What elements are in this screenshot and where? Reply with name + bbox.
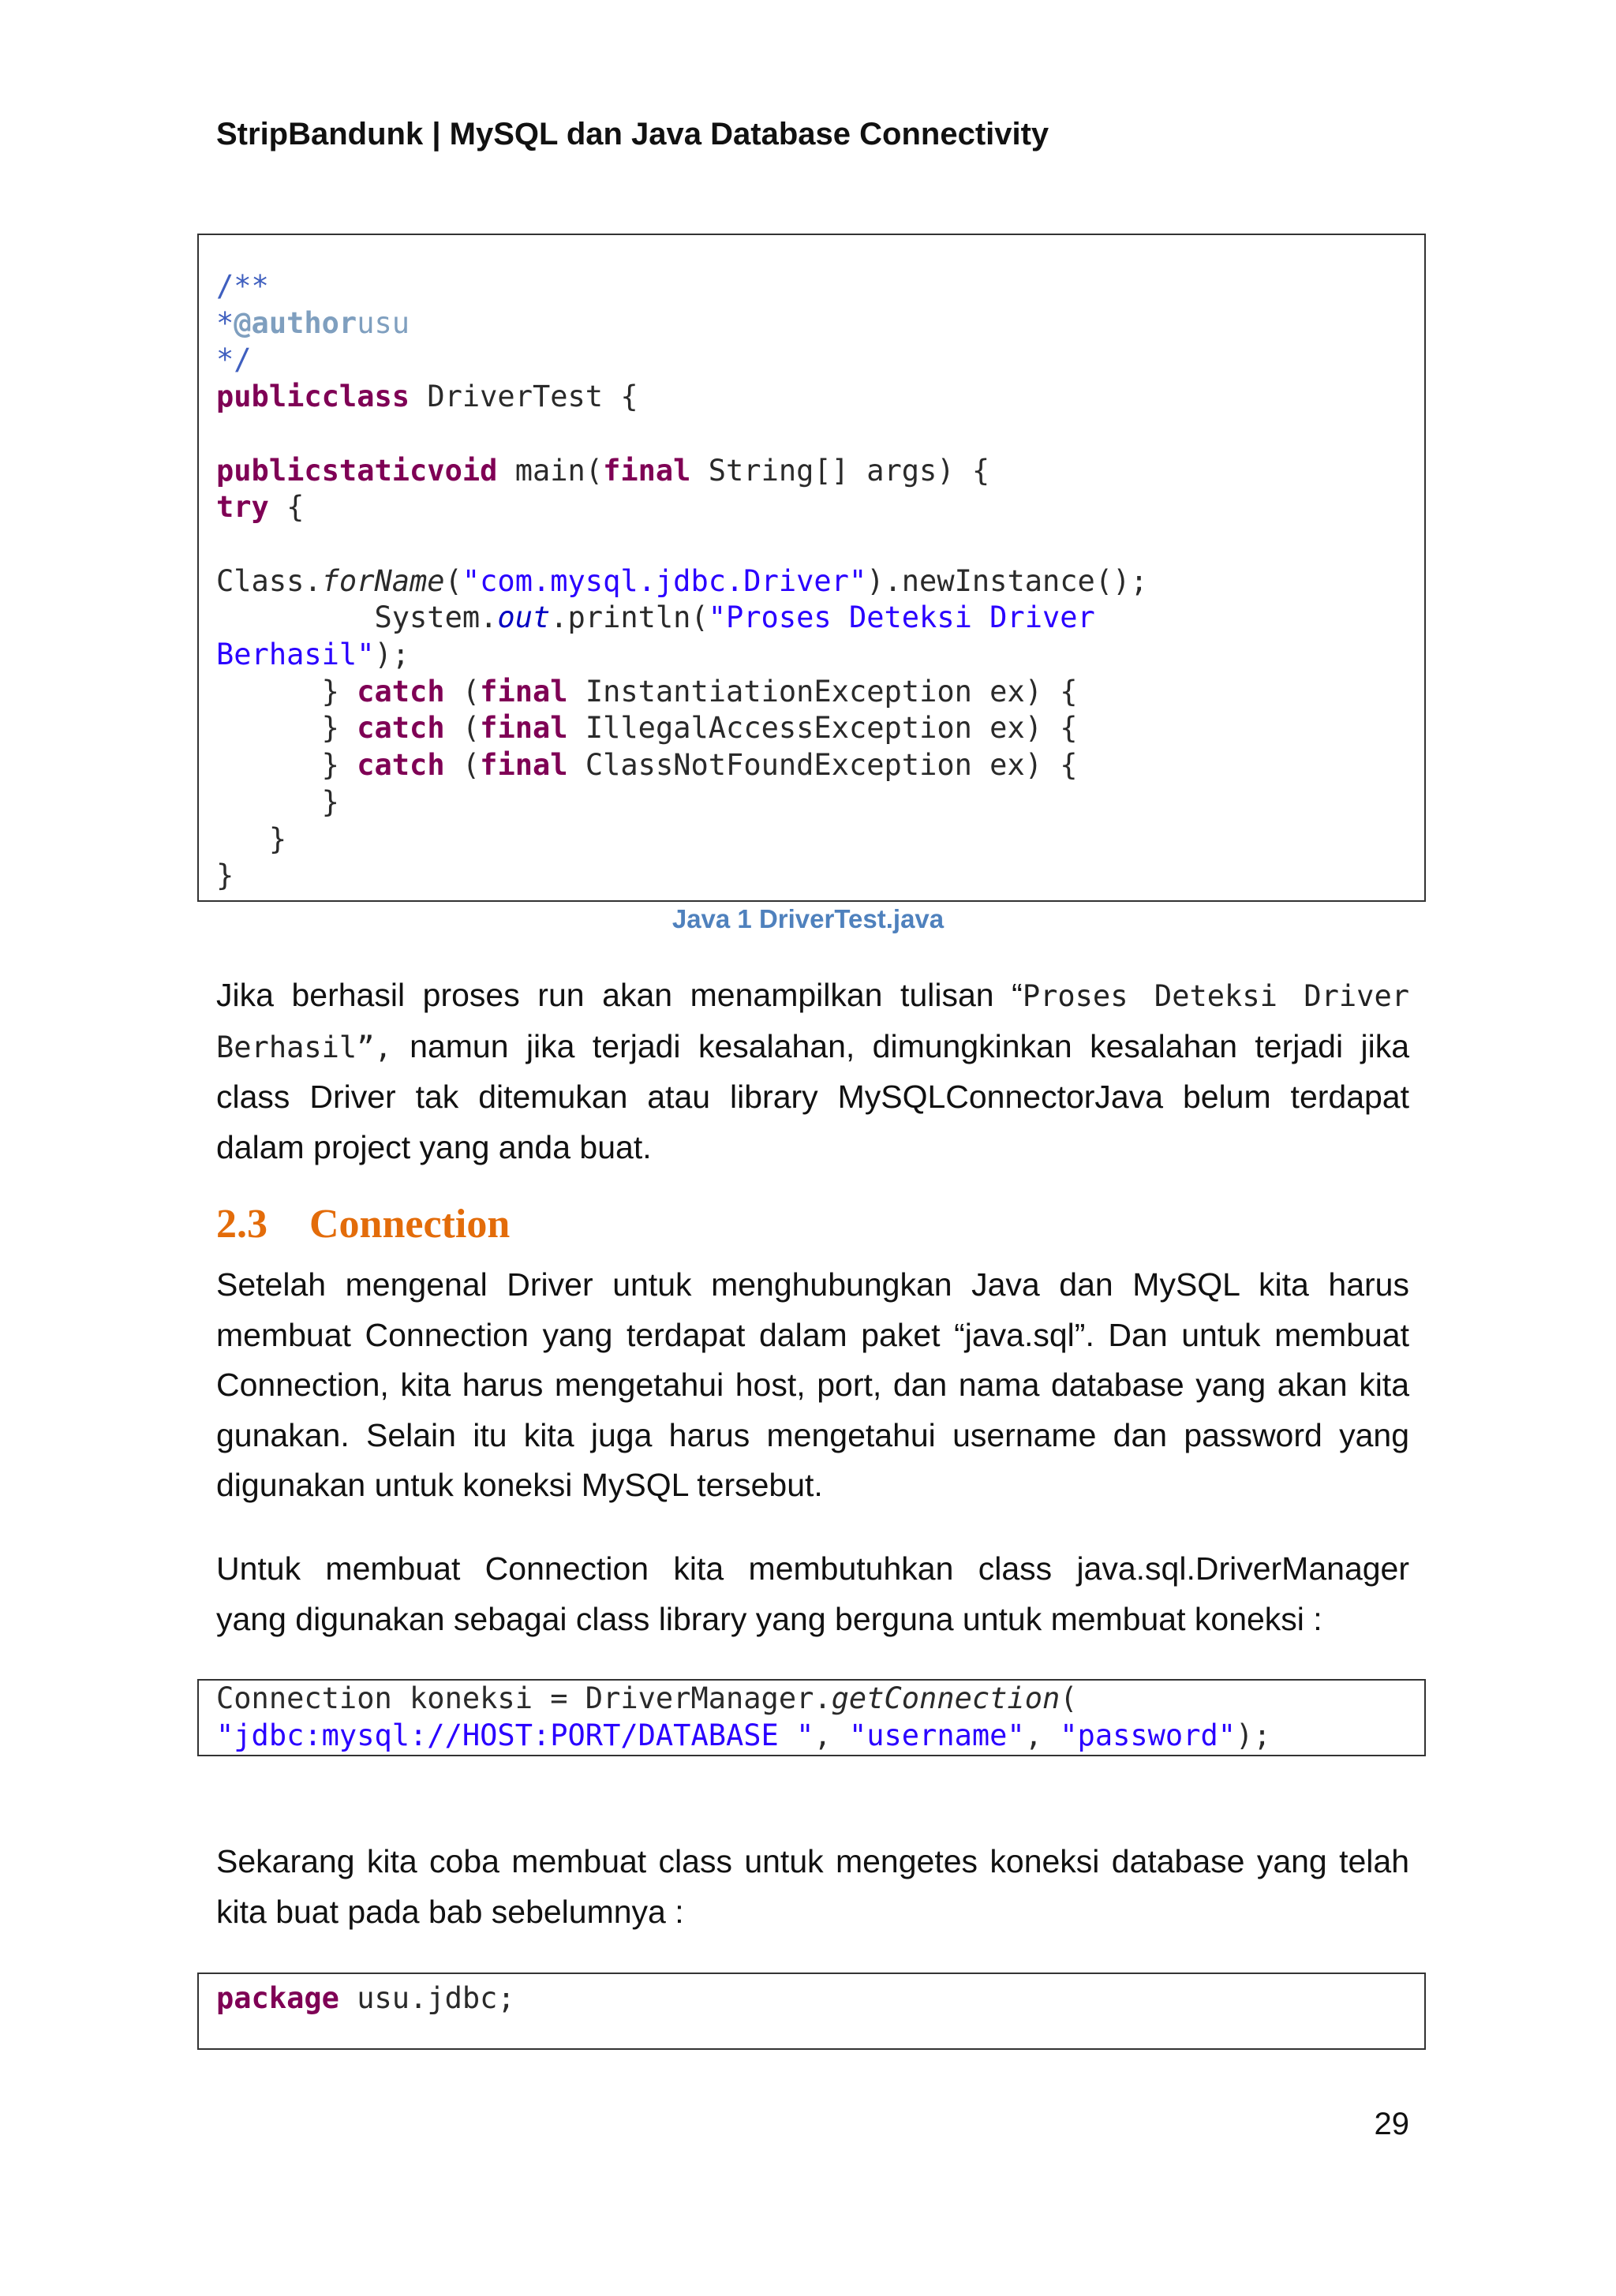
- keyword: catch: [357, 711, 445, 746]
- paragraph-line: [216, 1022, 1409, 1073]
- code-block-get-connection: [197, 1679, 1426, 1756]
- code-text: }: [216, 674, 357, 709]
- keyword: publicclass: [216, 380, 410, 414]
- code-line-8: [216, 600, 1095, 634]
- code-text: ,: [1024, 1718, 1060, 1752]
- paragraph-line: class Driver tak ditemukan atau library MySQLConnectorJava belum terdapat: [216, 1079, 1409, 1115]
- paragraph-line: [216, 970, 1409, 1022]
- string-literal: "username": [848, 1718, 1025, 1752]
- code-text: );: [1236, 1718, 1271, 1752]
- code-text: ClassNotFoundException ex) {: [567, 748, 1078, 783]
- code-text: DriverTest {: [410, 380, 638, 414]
- code-text: Connection koneksi = DriverManager.: [216, 1681, 832, 1715]
- code-line-1: /**: [216, 269, 269, 303]
- page-number: 29: [1374, 2107, 1409, 2141]
- paragraph-test-class: [216, 1837, 1409, 1937]
- code-text: ,: [814, 1718, 849, 1752]
- code-listing: [216, 1980, 515, 2017]
- code-text: Class.: [216, 563, 322, 598]
- code-text: }: [216, 711, 357, 746]
- paragraph-run-result: [216, 970, 1409, 1172]
- static-field: out: [497, 600, 551, 635]
- code-block-package: [197, 1973, 1426, 2050]
- paragraph-line: dalam project yang anda buat.: [216, 1128, 652, 1165]
- keyword: catch: [357, 674, 445, 709]
- string-literal: Berhasil": [216, 638, 375, 672]
- comment-star: *: [216, 305, 234, 340]
- code-text: }: [216, 748, 357, 783]
- inline-code: Proses Deteksi Driver: [1022, 979, 1409, 1013]
- section-number: 2.3: [216, 1202, 267, 1247]
- code-text: ).newInstance();: [866, 563, 1148, 598]
- paragraph-line: kita buat pada bab sebelumnya :: [216, 1893, 684, 1930]
- running-header: StripBandunk | MySQL dan Java Database Connectivity: [216, 117, 1049, 151]
- keyword: package: [216, 1981, 339, 2015]
- code-listing: [216, 268, 1148, 895]
- code-text: (: [444, 674, 481, 709]
- static-method: getConnection: [831, 1681, 1060, 1715]
- code-line-2: [216, 306, 410, 340]
- code-caption: Java 1 DriverTest.java: [671, 904, 945, 933]
- paragraph-driver-manager: [216, 1544, 1409, 1644]
- javadoc-value: usu: [357, 305, 410, 340]
- code-line-5: [216, 454, 989, 488]
- keyword: catch: [357, 748, 445, 783]
- code-line-14: }: [216, 821, 287, 856]
- text-run: namun jika terjadi kesalahan, dimungkinkan kesalahan terjadi jika: [391, 1027, 1409, 1064]
- section-heading: [216, 1201, 510, 1247]
- code-text: (: [444, 748, 481, 783]
- keyword: final: [603, 453, 691, 488]
- code-line-13: }: [216, 784, 339, 819]
- paragraph-connection-intro: [216, 1260, 1409, 1511]
- text-run: Jika berhasil proses run akan menampilkan tulisan “: [216, 977, 1023, 1013]
- javadoc-tag: @author: [234, 305, 357, 340]
- paragraph-line: Sekarang kita coba membuat class untuk mengetes koneksi database yang telah: [216, 1843, 1409, 1879]
- paragraph-line: digunakan untuk koneksi MySQL tersebut.: [216, 1467, 823, 1503]
- paragraph-line: Untuk membuat Connection kita membutuhkan class java.sql.DriverManager: [216, 1550, 1409, 1587]
- string-literal: "jdbc:mysql://HOST:PORT/DATABASE ": [216, 1718, 814, 1752]
- code-line-4: [216, 380, 638, 413]
- code-text: );: [374, 638, 410, 672]
- code-line-11: [216, 711, 1078, 745]
- code-text: System.: [216, 600, 498, 635]
- code-line-2: [216, 1718, 1271, 1752]
- paragraph-line: Connection, kita harus mengetahui host, port, dan nama database yang akan kita: [216, 1367, 1409, 1403]
- code-line-10: [216, 675, 1078, 709]
- code-text: usu.jdbc;: [339, 1981, 515, 2015]
- keyword: final: [480, 711, 568, 746]
- code-line-7: [216, 564, 1148, 598]
- code-text: main(: [497, 453, 604, 488]
- code-line-12: [216, 748, 1078, 782]
- code-text: IllegalAccessException ex) {: [567, 711, 1078, 746]
- code-line-1: [216, 1981, 515, 2015]
- keyword: publicstaticvoid: [216, 453, 498, 488]
- code-line-6: [216, 490, 304, 524]
- paragraph-line: yang digunakan sebagai class library yang berguna untuk membuat koneksi :: [216, 1600, 1322, 1637]
- string-literal: "com.mysql.jdbc.Driver": [462, 563, 867, 598]
- code-text: (: [444, 711, 481, 746]
- code-text: (: [444, 563, 462, 598]
- code-text: InstantiationException ex) {: [567, 674, 1078, 709]
- keyword: final: [480, 748, 568, 783]
- paragraph-line: membuat Connection yang terdapat dalam paket “java.sql”. Dan untuk membuat: [216, 1316, 1409, 1353]
- string-literal: "password": [1060, 1718, 1236, 1752]
- paragraph-line: Setelah mengenal Driver untuk menghubungkan Java dan MySQL kita harus: [216, 1266, 1409, 1303]
- static-method: forName: [321, 563, 445, 598]
- code-text: {: [268, 490, 305, 525]
- inline-code: Berhasil”,: [216, 1030, 392, 1064]
- code-text: .println(: [550, 600, 709, 635]
- code-listing: [216, 1681, 1271, 1754]
- keyword: try: [216, 490, 269, 525]
- code-line-3: */: [216, 342, 252, 377]
- code-text: (: [1060, 1681, 1078, 1715]
- code-block-driver-test: [197, 234, 1426, 902]
- section-title: Connection: [309, 1202, 511, 1247]
- code-line-15: }: [216, 858, 234, 893]
- paragraph-line: gunakan. Selain itu kita juga harus mengetahui username dan password yang: [216, 1416, 1409, 1453]
- code-line-9: [216, 638, 410, 671]
- keyword: final: [480, 674, 568, 709]
- string-literal: "Proses Deteksi Driver: [708, 600, 1095, 635]
- code-line-1: [216, 1681, 1078, 1715]
- code-text: String[] args) {: [690, 453, 990, 488]
